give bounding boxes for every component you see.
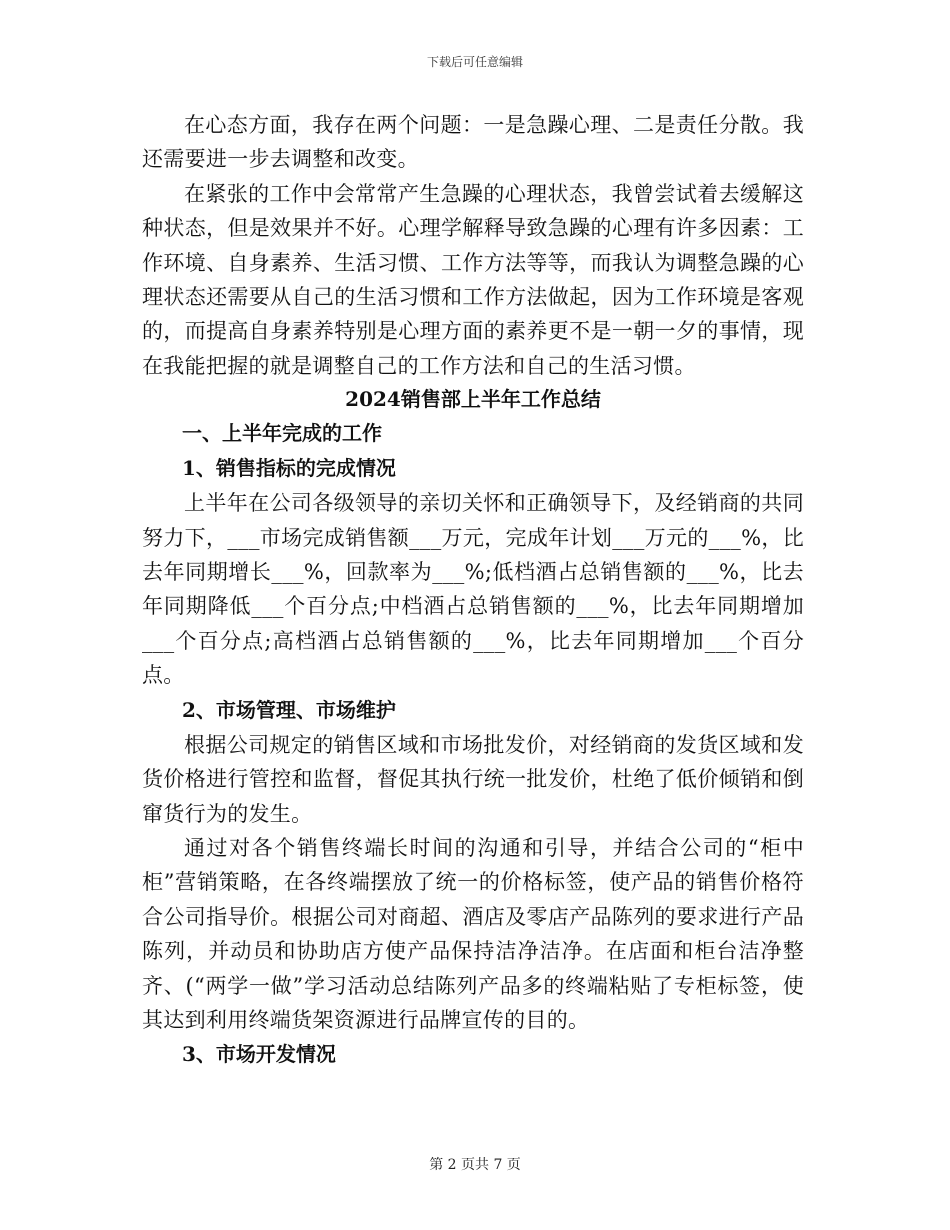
- paragraph-terminal-display: 通过对各个销售终端长时间的沟通和引导，并结合公司的“柜中柜”营销策略，在各终端摆放了统一的价格标签，使产品的销售价格符合公司指导价。根据公司对商超、酒店及零店产品陈列的要求进行产品陈列，并动员和协助店方使产品保持洁净洁净。在店面和柜台洁净整齐、(“两学一做”学习活动总结陈列产品多的终端粘贴了专柜标签，使其达到利用终端货架资源进行品牌宣传的目的。: [142, 835, 804, 1032]
- document-title: 2024销售部上半年工作总结: [345, 387, 601, 412]
- subheading-market-development: 3、市场开发情况: [182, 1042, 336, 1067]
- paragraph-sales-targets: 上半年在公司各级领导的亲切关怀和正确领导下，及经销商的共同努力下，___市场完成销售额___万元，完成年计划___万元的___%，比去年同期增长___%，回款率为___%;低档酒占总销售额的___%，比去年同期降低___个百分点;中档酒占总销售额的___%，比去年同期增加___个百分点;高档酒占总销售额的___%，比去年同期增加___个百分点。: [142, 491, 804, 688]
- document-body: [142, 108, 804, 1072]
- paragraph-anxiety: 在紧张的工作中会常常产生急躁的心理状态，我曾尝试着去缓解这种状态，但是效果并不好。心理学解释导致急躁的心理有许多因素：工作环境、自身素养、生活习惯、工作方法等等，而我认为调整急躁的心理状态还需要从自己的生活习惯和工作方法做起，因为工作环境是客观的，而提高自身素养特别是心理方面的素养更不是一朝一夕的事情，现在我能把握的就是调整自己的工作方法和自己的生活习惯。: [142, 181, 804, 378]
- subheading-sales-targets: 1、销售指标的完成情况: [182, 456, 396, 481]
- page-header: 下载后可任意编辑: [426, 55, 523, 69]
- section-heading-completed-work: 一、上半年完成的工作: [182, 421, 382, 446]
- subheading-market-management: 2、市场管理、市场维护: [182, 697, 396, 722]
- page-footer: 第 2 页共 7 页: [429, 1157, 521, 1173]
- paragraph-market-management: 根据公司规定的销售区域和市场批发价，对经销商的发货区域和发货价格进行管控和监督，督促其执行统一批发价，杜绝了低价倾销和倒窜货行为的发生。: [142, 732, 804, 826]
- paragraph-mindset: 在心态方面，我存在两个问题：一是急躁心理、二是责任分散。我还需要进一步去调整和改变。: [142, 113, 804, 172]
